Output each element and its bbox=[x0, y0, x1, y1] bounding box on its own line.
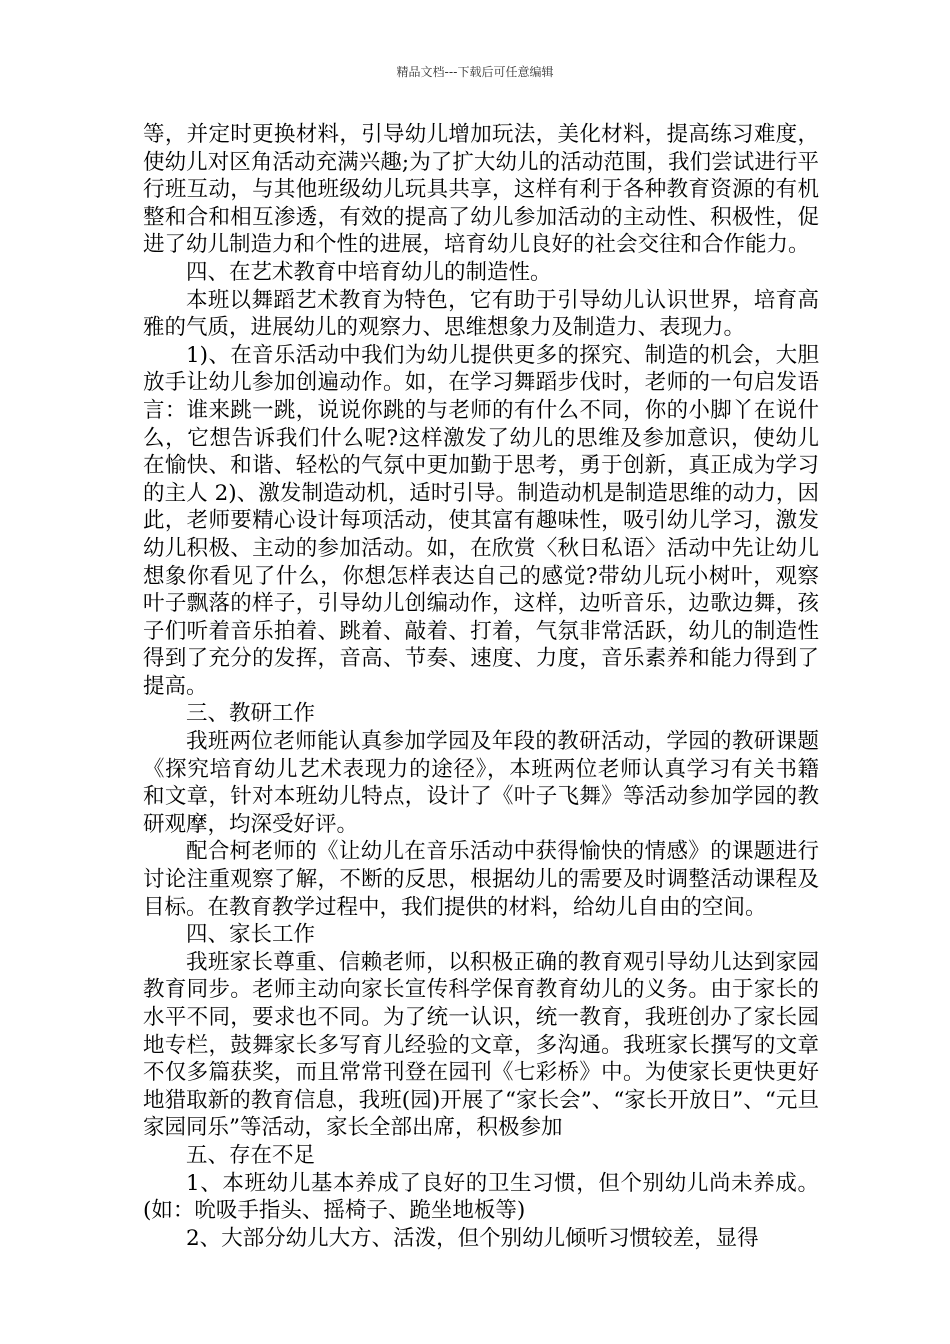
paragraph: 1、本班幼儿基本养成了良好的卫生习惯，但个别幼儿尚未养成。(如：吮吸手指头、摇椅子、跪坐地板等) bbox=[143, 1170, 819, 1224]
paragraph: 2、大部分幼儿大方、活泼，但个别幼儿倾听习惯较差，显得 bbox=[186, 1225, 759, 1251]
section-heading: 三、教研工作 bbox=[186, 701, 316, 727]
paragraph: 我班家长尊重、信赖老师，以积极正确的教育观引导幼儿达到家园教育同步。老师主动向家长宣传科学保育教育幼儿的义务。由于家长的水平不同，要求也不同。为了统一认识，统一教育，我班创办了家长园地专栏，鼓舞家长多写育儿经验的文章，多沟通。我班家长撰写的文章不仅多篇获奖，而且常常刊登在园刊《七彩桥》中。为使家长更快更好地猎取新的教育信息，我班(园)开展了“家长会”、“家长开放日”、“元旦家园同乐”等活动，家长全部出席，积极参加 bbox=[143, 949, 819, 1141]
document-body bbox=[143, 121, 819, 1252]
paragraph: 等，并定时更换材料，引导幼儿增加玩法，美化材料，提高练习难度，使幼儿对区角活动充满兴趣;为了扩大幼儿的活动范围，我们尝试进行平行班互动，与其他班级幼儿玩具共享，这样有利于各种教育资源的有机整和合和相互渗透，有效的提高了幼儿参加活动的主动性、积极性，促进了幼儿制造力和个性的进展，培育幼儿良好的社会交往和合作能力。 bbox=[143, 122, 819, 258]
paragraph: 配合柯老师的《让幼儿在音乐活动中获得愉快的情感》的课题进行讨论注重观察了解，不断的反思，根据幼儿的需要及时调整活动课程及目标。在教育教学过程中，我们提供的材料，给幼儿自由的空间。 bbox=[143, 839, 819, 920]
paragraph: 1)、在音乐活动中我们为幼儿提供更多的探究、制造的机会，大胆放手让幼儿参加创遍动作。如，在学习舞蹈步伐时，老师的一句启发语言：谁来跳一跳，说说你跳的与老师的有什么不同，你的小脚丫在说什么，它想告诉我们什么呢?这样激发了幼儿的思维及参加意识，使幼儿在愉快、和谐、轻松的气氛中更加勤于思考，勇于创新，真正成为学习的主人 2)、激发制造动机，适时引导。制造动机是制造思维的动力，因此，老师要精心设计每项活动，使其富有趣味性，吸引幼儿学习，激发幼儿积极、主动的参加活动。如，在欣赏〈秋日私语〉活动中先让幼儿想象你看见了什么，你想怎样表达自己的感觉?带幼儿玩小树叶，观察叶子飘落的样子，引导幼儿创编动作，这样，边听音乐，边歌边舞，孩子们听着音乐拍着、跳着、敲着、打着，气氛非常活跃，幼儿的制造性得到了充分的发挥，音高、节奏、速度、力度，音乐素养和能力得到了提高。 bbox=[143, 342, 819, 699]
section-heading: 五、存在不足 bbox=[186, 1142, 316, 1168]
section-heading: 四、在艺术教育中培育幼儿的制造性。 bbox=[186, 259, 552, 285]
paragraph: 本班以舞蹈艺术教育为特色，它有助于引导幼儿认识世界，培育高雅的气质，进展幼儿的观察力、思维想象力及制造力、表现力。 bbox=[143, 287, 819, 341]
page-header: 精品文档---下载后可任意编辑 bbox=[396, 65, 554, 79]
paragraph: 我班两位老师能认真参加学园及年段的教研活动，学园的教研课题《探究培育幼儿艺术表现力的途径》，本班两位老师认真学习有关书籍和文章，针对本班幼儿特点，设计了《叶子飞舞》等活动参加学园的教研观摩，均深受好评。 bbox=[143, 729, 819, 837]
section-heading: 四、家长工作 bbox=[186, 922, 316, 948]
